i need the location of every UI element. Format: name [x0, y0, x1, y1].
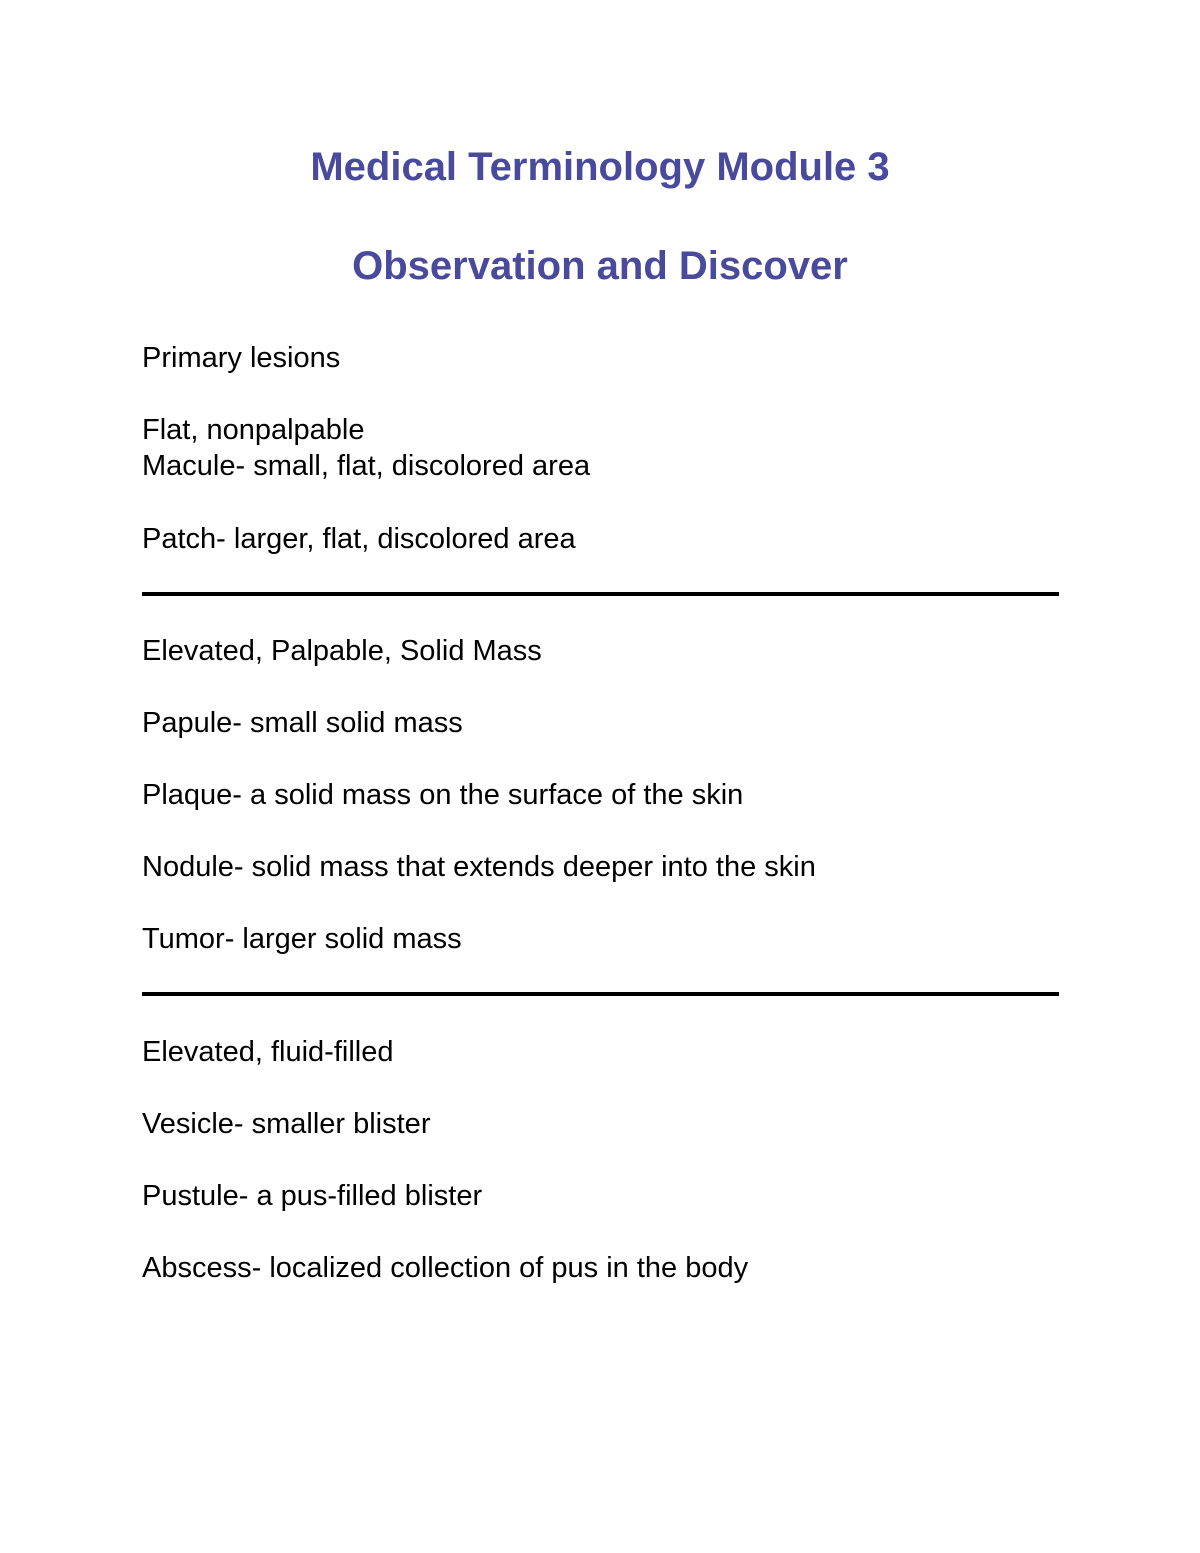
document-title: Medical Terminology Module 3 [310, 145, 890, 189]
term-tumor: Tumor- larger solid mass [142, 923, 462, 955]
term-patch: Patch- larger, flat, discolored area [142, 523, 576, 555]
section-fluid-filled-heading: Elevated, fluid-filled [142, 1036, 394, 1068]
section-flat-heading: Flat, nonpalpable [142, 414, 365, 446]
term-pustule: Pustule- a pus-filled blister [142, 1180, 483, 1212]
document-subtitle: Observation and Discover [352, 244, 848, 288]
section-solid-mass-heading: Elevated, Palpable, Solid Mass [142, 635, 542, 667]
term-abscess: Abscess- localized collection of pus in the body [142, 1252, 749, 1284]
term-nodule: Nodule- solid mass that extends deeper into the skin [142, 851, 816, 883]
term-papule: Papule- small solid mass [142, 707, 463, 739]
primary-lesions-heading: Primary lesions [142, 342, 341, 374]
section-divider [142, 592, 1059, 596]
term-macule: Macule- small, flat, discolored area [142, 450, 591, 482]
section-divider [142, 992, 1059, 996]
term-plaque: Plaque- a solid mass on the surface of the skin [142, 779, 744, 811]
term-vesicle: Vesicle- smaller blister [142, 1108, 431, 1140]
